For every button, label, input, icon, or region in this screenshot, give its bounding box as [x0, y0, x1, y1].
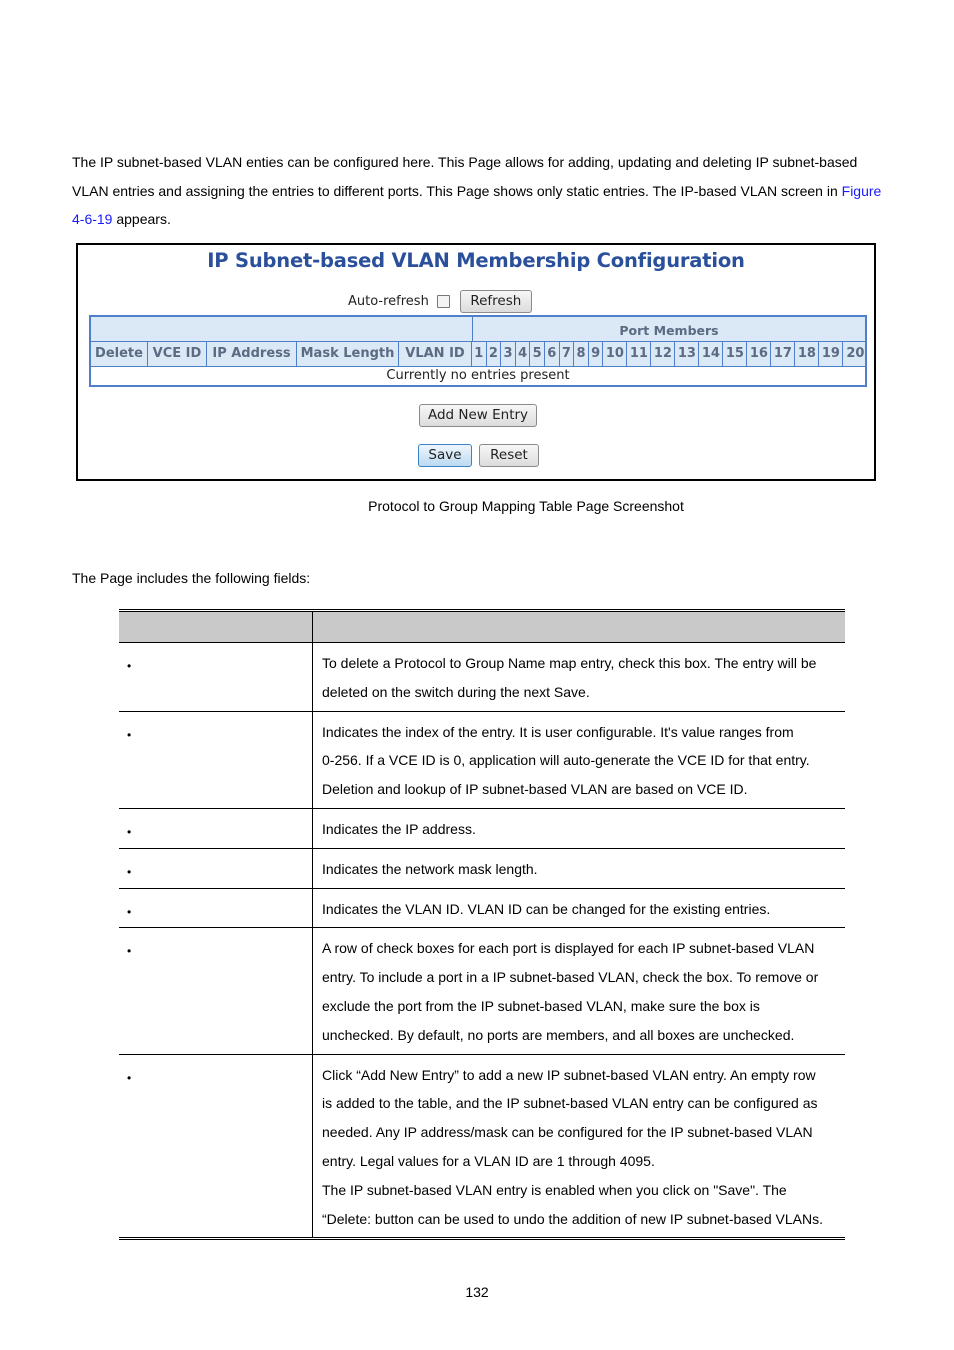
- port-column-header: 7: [560, 342, 575, 366]
- table-group-header: [91, 317, 865, 341]
- port-members-header: Port Members: [472, 317, 865, 341]
- auto-refresh-checkbox[interactable]: [437, 295, 450, 308]
- column-header: VCE ID: [148, 342, 207, 366]
- column-header: IP Address: [207, 342, 297, 366]
- screenshot-frame: [76, 243, 876, 481]
- table-row: [119, 888, 845, 928]
- config-title: IP Subnet-based VLAN Membership Configuration: [207, 249, 745, 272]
- page-number: 132: [465, 1284, 489, 1300]
- vlan-membership-table: [89, 315, 867, 387]
- table-row: [119, 848, 845, 888]
- description-line: To delete a Protocol to Group Name map entry, check this box. The entry will be: [322, 655, 817, 671]
- port-column-header: 4: [516, 342, 531, 366]
- column-header: VLAN ID: [399, 342, 472, 366]
- table-row: [119, 711, 845, 808]
- object-cell: [119, 1054, 313, 1237]
- description-cell: [313, 848, 846, 888]
- description-line: Deletion and lookup of IP subnet-based VLAN are based on VCE ID.: [322, 781, 748, 798]
- table-row: [119, 1054, 845, 1237]
- object-header: [119, 612, 313, 643]
- description-cell: [313, 928, 846, 1054]
- intro-text: The IP subnet-based VLAN enties can be configured here. This Page allows for adding, updating and deleting IP subnet-based VLAN entries and assigning the entries to different ports. This Page shows only static entries. The IP-based VLAN screen in: [72, 154, 858, 199]
- fields-intro: The Page includes the following fields:: [72, 570, 311, 586]
- bullet-icon: •: [127, 864, 132, 879]
- object-cell: [119, 808, 313, 848]
- refresh-button[interactable]: Refresh: [460, 290, 532, 313]
- description-line: Click “Add New Entry” to add a new IP subnet-based VLAN entry. An empty row: [322, 1066, 816, 1083]
- bullet-icon: •: [127, 944, 132, 959]
- description-line: A row of check boxes for each port is displayed for each IP subnet-based VLAN: [322, 940, 815, 957]
- auto-refresh-label: Auto-refresh: [348, 293, 429, 309]
- description-cell: [313, 808, 846, 848]
- bullet-icon: •: [127, 824, 132, 839]
- description-line: Indicates the network mask length.: [322, 860, 538, 877]
- port-column-header: 5: [530, 342, 545, 366]
- bullet-icon: •: [127, 904, 132, 919]
- port-column-header: 2: [487, 342, 502, 366]
- description-line: Indicates the index of the entry. It is user configurable. It's value ranges from: [322, 723, 794, 740]
- description-header: [313, 612, 846, 643]
- port-column-header: 16: [747, 342, 771, 366]
- description-line: 0-256. If a VCE ID is 0, application will auto-generate the VCE ID for that entry.: [322, 752, 810, 769]
- port-column-header: 9: [589, 342, 604, 366]
- figure-link[interactable]: Figure 4-6-19: [72, 182, 882, 228]
- description-line: entry. Legal values for a VLAN ID are 1 through 4095.: [322, 1152, 655, 1169]
- port-column-header: 1: [472, 342, 487, 366]
- description-line: deleted on the switch during the next Save.: [322, 683, 590, 700]
- description-cell: [313, 888, 846, 928]
- intro-text-end: appears.: [112, 211, 171, 228]
- empty-message: Currently no entries present: [386, 368, 570, 383]
- description-cell: [313, 1054, 846, 1237]
- port-column-header: 14: [699, 342, 723, 366]
- port-column-header: 19: [819, 342, 843, 366]
- bullet-icon: •: [127, 659, 132, 673]
- figure-caption: Protocol to Group Mapping Table Page Screenshot: [368, 498, 684, 514]
- reset-button[interactable]: Reset: [479, 444, 539, 467]
- port-column-header: 20: [846, 346, 865, 361]
- description-line: needed. Any IP address/mask can be configured for the IP subnet-based VLAN: [322, 1124, 813, 1141]
- column-header: Delete: [91, 342, 148, 366]
- port-column-header: 12: [651, 342, 675, 366]
- fields-table: [119, 609, 845, 1240]
- table-row: [119, 643, 845, 712]
- description-cell: [313, 643, 846, 712]
- port-column-header: 8: [574, 342, 589, 366]
- description-line: unchecked. By default, no ports are members, and all boxes are unchecked.: [322, 1026, 795, 1043]
- object-cell: [119, 711, 313, 808]
- description-line: The IP subnet-based VLAN entry is enabled when you click on "Save". The: [322, 1181, 787, 1198]
- description-line: entry. To include a port in a IP subnet-based VLAN, check the box. To remove or: [322, 969, 819, 986]
- bullet-icon: •: [127, 1070, 132, 1085]
- object-cell: [119, 848, 313, 888]
- description-line: “Delete: button can be used to undo the addition of new IP subnet-based VLANs.: [322, 1210, 823, 1227]
- description-cell: [313, 711, 846, 808]
- port-column-header: 15: [723, 342, 747, 366]
- port-column-header: 3: [501, 342, 516, 366]
- table-row: [119, 928, 845, 1054]
- object-cell: [119, 643, 313, 712]
- save-button[interactable]: Save: [418, 444, 472, 467]
- table-column-header: [91, 341, 865, 367]
- fields-table-header: [119, 612, 845, 643]
- column-header: Mask Length: [297, 342, 399, 366]
- description-line: Indicates the VLAN ID. VLAN ID can be changed for the existing entries.: [322, 900, 771, 917]
- auto-refresh-row: [348, 289, 532, 313]
- object-cell: [119, 928, 313, 1054]
- description-line: exclude the port from the IP subnet-based VLAN, make sure the box is: [322, 997, 760, 1014]
- port-column-header: 11: [627, 342, 651, 366]
- bullet-icon: •: [127, 727, 132, 742]
- port-column-header: 6: [545, 342, 560, 366]
- port-column-header: 13: [675, 342, 699, 366]
- object-cell: [119, 888, 313, 928]
- table-row: [119, 808, 845, 848]
- intro-paragraph: [72, 148, 892, 234]
- port-column-header: 10: [603, 342, 627, 366]
- port-column-header: 17: [771, 342, 795, 366]
- add-new-entry-button[interactable]: Add New Entry: [419, 404, 537, 427]
- port-column-header: 18: [795, 342, 819, 366]
- description-line: Indicates the IP address.: [322, 820, 476, 837]
- description-line: is added to the table, and the IP subnet-based VLAN entry can be configured as: [322, 1095, 818, 1112]
